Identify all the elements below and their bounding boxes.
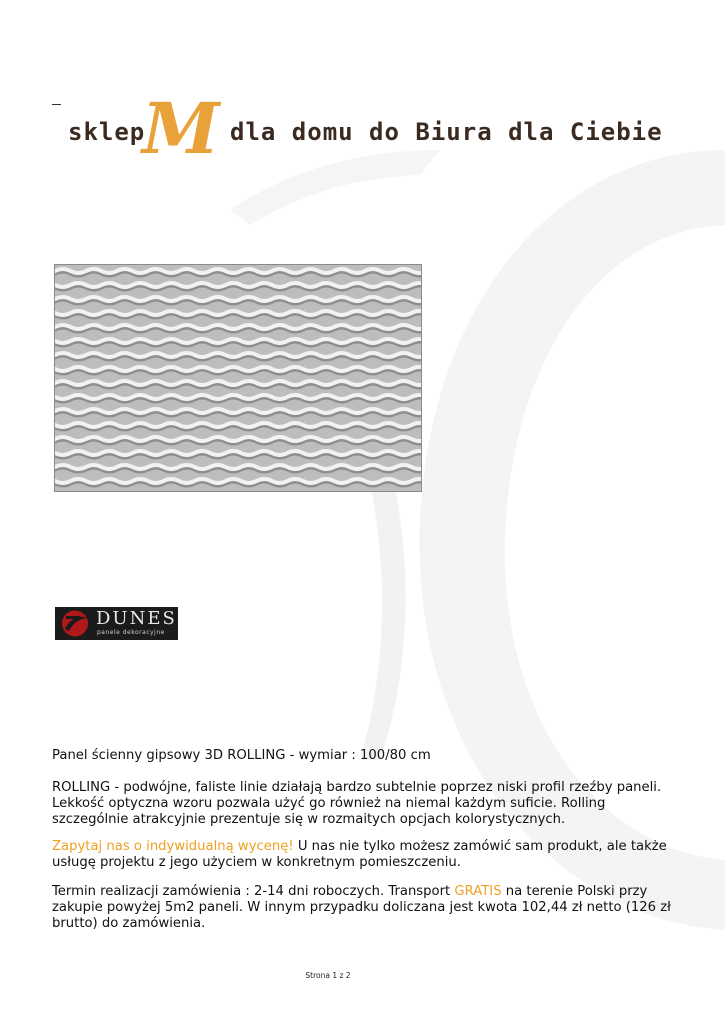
quote-text: U nas nie tylko możesz zamówić sam produkt, ale także usługę projektu z jego użyciem w konkretnym pomieszczeniu.	[52, 839, 667, 870]
wave-highlight	[55, 269, 421, 273]
wavy-panel-pattern	[55, 265, 421, 491]
product-description: ROLLING - podwójne, faliste linie działają bardzo subtelnie poprzez niski profil rzeźby paneli. Lekkość optyczna wzoru pozwala użyć go również na niemal każdym suficie. Rolling szczególnie atrakcyjnie prezentuje się w rozmaitych opcjach kolorystycznych.	[52, 780, 662, 827]
brand-tagline: panele dekoracyjne	[97, 629, 165, 636]
quote-paragraph	[52, 839, 672, 871]
delivery-paragraph	[52, 884, 672, 932]
wave-highlight	[55, 381, 421, 385]
free-shipping-highlight: GRATIS	[454, 884, 502, 899]
logo-text-sklep: sklep	[68, 118, 146, 146]
delivery-text-end: na terenie Polski przy zakupie powyżej 5m2 paneli. W innym przypadku doliczana jest kwota 102,44 zł netto (126 zł brutto) do zamówienia.	[52, 884, 671, 931]
logo-tagline: dla domu do Biura dla Ciebie	[230, 118, 663, 146]
dunes-emblem-icon	[57, 607, 97, 640]
wave-highlight	[55, 353, 421, 357]
wave-highlight	[55, 325, 421, 329]
product-title: Panel ścienny gipsowy 3D ROLLING - wymiar : 100/80 cm	[52, 748, 431, 763]
product-photo	[54, 264, 422, 492]
brand-name: DUNES	[96, 608, 177, 629]
delivery-text-start: Termin realizacji zamówienia : 2-14 dni roboczych. Transport	[52, 884, 455, 899]
wave-highlight	[55, 465, 421, 469]
logo-letter-m: M	[142, 87, 220, 170]
dunes-brand-logo	[55, 607, 178, 640]
corner-dash	[52, 104, 61, 105]
wave-highlight	[55, 437, 421, 441]
wave-highlight	[55, 297, 421, 301]
wave-highlight	[55, 409, 421, 413]
quote-link[interactable]: Zapytaj nas o indywidualną wycenę!	[52, 839, 294, 854]
page-number: Strona 1 z 2	[305, 971, 351, 980]
store-logo	[64, 87, 663, 172]
